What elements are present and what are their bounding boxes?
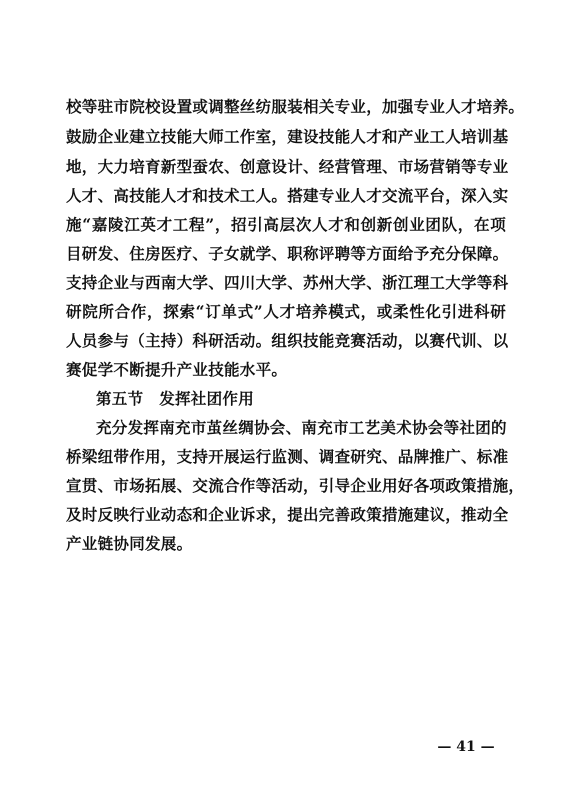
section-heading: 第五节 发挥社团作用 <box>96 389 255 408</box>
paragraph-1-line-1: 校等驻市院校设置或调整丝纺服装相关专业，加强专业人才培养。 <box>66 97 525 116</box>
paragraph-2-line-2: 桥梁纽带作用，支持开展运行监测、调查研究、品牌推广、标准 <box>66 447 509 466</box>
paragraph-1-line-5: 施“嘉陵江英才工程”，招引高层次人才和创新创业团队，在项 <box>66 215 506 234</box>
paragraph-1-line-3: 地，大力培育新型蚕农、创意设计、经营管理、市场营销等专业 <box>66 157 509 176</box>
paragraph-1-line-6: 目研发、住房医疗、子女就学、职称评聘等方面给予充分保障。 <box>66 244 509 263</box>
paragraph-1-line-8: 研院所合作，探索“订单式”人才培养模式，或柔性化引进科研 <box>66 302 506 321</box>
paragraph-1-line-7: 支持企业与西南大学、四川大学、苏州大学、浙江理工大学等科 <box>66 273 509 292</box>
paragraph-1-line-10: 赛促学不断提升产业技能水平。 <box>66 360 288 379</box>
paragraph-2-line-4: 及时反映行业动态和企业诉求，提出完善政策措施建议，推动全 <box>66 505 509 524</box>
paragraph-2-line-3: 宣贯、市场拓展、交流合作等活动，引导企业用好各项政策措施， <box>66 476 525 495</box>
page-number: — 41 — <box>437 739 495 755</box>
paragraph-2-line-1: 充分发挥南充市茧丝绸协会、南充市工艺美术协会等社团的 <box>96 418 507 437</box>
paragraph-2-line-5: 产业链协同发展。 <box>66 534 193 553</box>
paragraph-1-line-4: 人才、高技能人才和技术工人。搭建专业人才交流平台，深入实 <box>66 186 509 205</box>
paragraph-1-line-9: 人员参与（主持）科研活动。组织技能竞赛活动，以赛代训、以 <box>66 331 509 350</box>
paragraph-1-line-2: 鼓励企业建立技能大师工作室，建设技能人才和产业工人培训基 <box>66 127 509 146</box>
